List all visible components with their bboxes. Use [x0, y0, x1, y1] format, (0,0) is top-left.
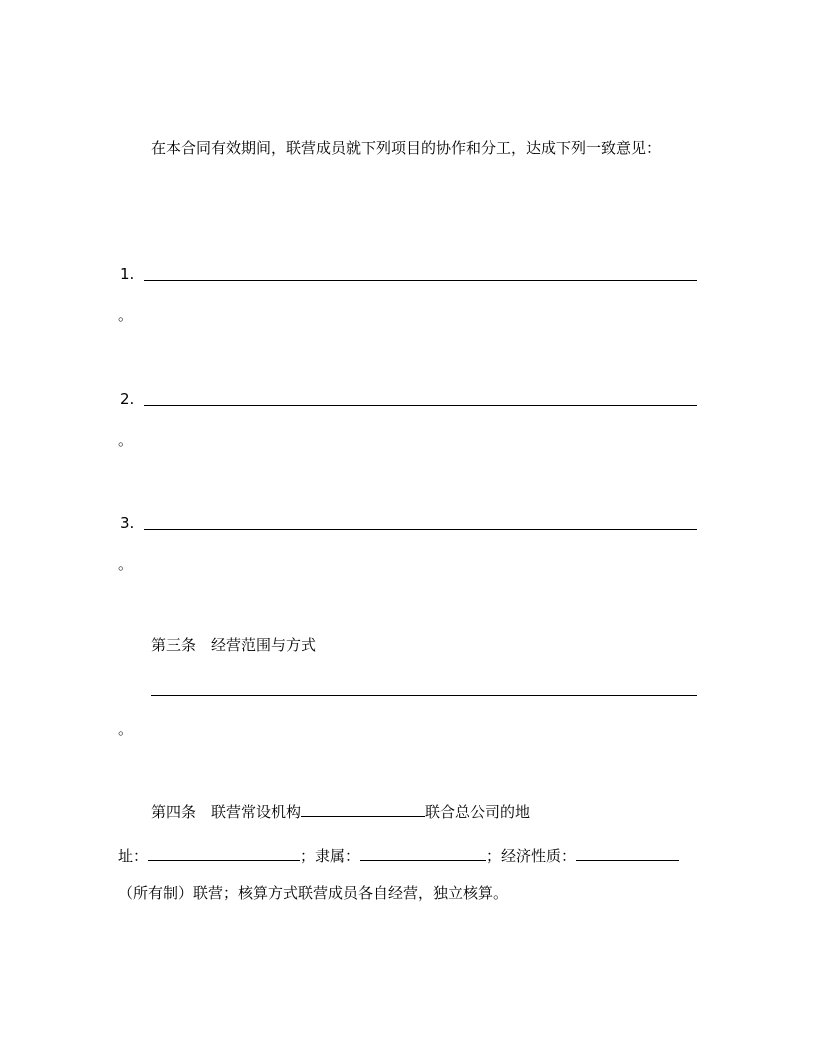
- nature-label: ；经济性质：: [486, 847, 577, 865]
- item-1-end-mark: 。: [118, 306, 134, 324]
- article-3-blank-line: [151, 695, 697, 696]
- item-2-number: 2.: [120, 390, 135, 408]
- item-1-number: 1.: [120, 265, 135, 283]
- item-2-end-mark: 。: [118, 431, 134, 449]
- address-blank: [148, 845, 300, 861]
- address-label: 址：: [118, 847, 149, 865]
- item-1-blank-line: [144, 280, 697, 281]
- office-blank: [301, 801, 425, 817]
- article-4-lead: 第四条 联营常设机构: [151, 803, 302, 821]
- nature-blank: [576, 845, 679, 861]
- item-3-end-mark: 。: [118, 555, 134, 573]
- article-4-lead-tail: 联合总公司的地: [425, 803, 531, 821]
- item-2-blank-line: [144, 405, 697, 406]
- article-4-first-line: [151, 801, 530, 822]
- item-3-number: 3.: [120, 514, 135, 532]
- item-3-blank-line: [144, 529, 697, 530]
- article-3-heading: 第三条 经营范围与方式: [151, 636, 317, 654]
- article-4-third-line: （所有制）联营；核算方式联营成员各自经营，独立核算。: [118, 884, 509, 902]
- article-3-end-mark: 。: [118, 720, 134, 738]
- subordinate-blank: [360, 845, 486, 861]
- subordinate-label: ；隶属：: [300, 847, 361, 865]
- article-4-second-line: [118, 845, 679, 866]
- intro-paragraph: 在本合同有效期间，联营成员就下列项目的协作和分工，达成下列一致意见：: [151, 139, 662, 157]
